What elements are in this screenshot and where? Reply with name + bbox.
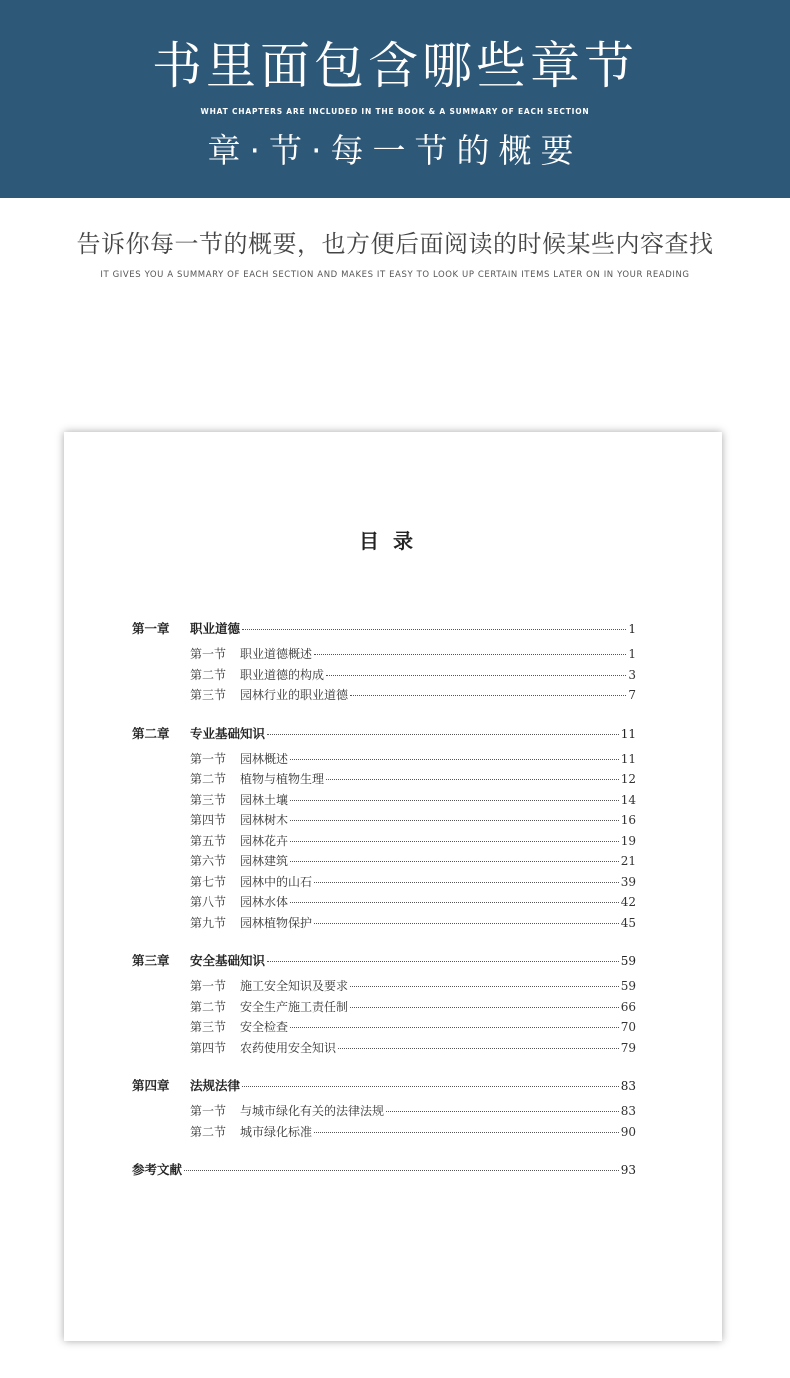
section-entry-title: 园林植物保护 (240, 915, 313, 930)
toc-list (132, 619, 636, 1186)
section-entry-title: 安全生产施工责任制 (240, 999, 349, 1014)
section-entry[interactable] (132, 750, 636, 771)
section-entry-page: 66 (620, 999, 636, 1014)
section-entry-page: 90 (620, 1124, 636, 1139)
chapter-entry-title: 职业道德 (190, 621, 241, 636)
section-entry-title: 职业道德的构成 (240, 667, 325, 682)
section-entry-title: 园林花卉 (240, 833, 289, 848)
leader-dots (267, 961, 619, 962)
leader-dots (350, 695, 626, 696)
section-entry-page: 19 (620, 833, 636, 848)
section-entry-title: 园林水体 (240, 895, 289, 909)
section-entry-page: 79 (620, 1040, 636, 1055)
section-entry-page: 12 (620, 772, 636, 786)
toc-page (64, 432, 722, 1341)
section-entry-label: 第二节 (190, 999, 227, 1014)
section-entry-label: 第四节 (190, 1040, 227, 1055)
references-entry-page: 93 (620, 1163, 636, 1177)
chapter-entry-page: 1 (628, 622, 636, 636)
section-entry-label: 第六节 (190, 854, 227, 868)
section-entry[interactable] (132, 873, 636, 894)
section-entry-page: 83 (620, 1104, 636, 1118)
section-entry-title: 植物与植物生理 (240, 772, 325, 786)
chapter-entry[interactable] (132, 619, 636, 645)
section-entry-page: 11 (620, 751, 636, 766)
section-entry-label: 第三节 (190, 688, 227, 702)
section-entry[interactable] (132, 977, 636, 998)
section-entry[interactable] (132, 1018, 636, 1039)
section-entry[interactable] (132, 791, 636, 812)
section-entry-title: 园林行业的职业道德 (240, 688, 349, 702)
leader-dots (290, 820, 619, 821)
section-entry-title: 园林树木 (240, 813, 289, 827)
chapter-entry-page: 83 (620, 1079, 636, 1093)
section-entry-title: 职业道德概述 (240, 647, 313, 661)
section-entry-label: 第四节 (190, 813, 227, 827)
section-entry-title: 施工安全知识及要求 (240, 979, 349, 993)
chapter-block (132, 1076, 636, 1143)
section-entry-page: 59 (620, 979, 636, 993)
leader-dots (338, 1048, 619, 1049)
intro-text: 告诉你每一节的概要，也方便后面阅读的时候某些内容查找 (76, 230, 714, 258)
chapter-entry-page: 11 (620, 726, 636, 741)
section-entry-title: 园林中的山石 (240, 874, 313, 889)
leader-dots (290, 841, 619, 842)
leader-dots (314, 654, 626, 655)
section-entry-label: 第一节 (190, 979, 227, 993)
chapter-entry-label: 第二章 (132, 725, 170, 741)
section-entry-page: 70 (620, 1020, 636, 1034)
section-entry[interactable] (132, 645, 636, 666)
references-entry-title: 参考文献 (132, 1162, 183, 1177)
leader-dots (386, 1111, 619, 1112)
section-entry[interactable] (132, 914, 636, 935)
leader-dots (314, 882, 619, 883)
section-entry[interactable] (132, 1102, 636, 1123)
leader-dots (314, 1132, 619, 1133)
section-entry-label: 第五节 (190, 833, 227, 848)
section-entry-title: 园林概述 (240, 751, 289, 766)
chapter-entry[interactable] (132, 1076, 636, 1102)
leader-dots (290, 902, 619, 903)
chapter-block (132, 619, 636, 707)
section-entry[interactable] (132, 686, 636, 707)
section-entry-title: 安全检查 (240, 1020, 289, 1034)
section-entry[interactable] (132, 893, 636, 914)
section-entry-label: 第二节 (190, 1124, 227, 1139)
leader-dots (290, 800, 619, 801)
leader-dots (326, 675, 626, 676)
chapter-entry-label: 第一章 (132, 621, 170, 636)
section-entry-title: 城市绿化标准 (240, 1124, 313, 1139)
section-entry[interactable] (132, 998, 636, 1019)
leader-dots (350, 986, 619, 987)
section-entry-label: 第九节 (190, 915, 227, 930)
leader-dots (350, 1007, 619, 1008)
chapter-entry[interactable] (132, 724, 636, 750)
references-entry[interactable] (132, 1160, 636, 1186)
section-entry-page: 42 (620, 895, 636, 909)
section-entry-page: 45 (620, 915, 636, 930)
chapter-entry-title: 专业基础知识 (190, 725, 266, 741)
section-entry-label: 第二节 (190, 667, 227, 682)
chapter-entry-page: 59 (620, 954, 636, 968)
section-entry-label: 第七节 (190, 874, 227, 889)
section-entry[interactable] (132, 1039, 636, 1060)
section-entry-page: 1 (628, 647, 636, 661)
leader-dots (326, 779, 619, 780)
section-entry[interactable] (132, 666, 636, 687)
toc-title: 目录 (359, 529, 427, 553)
leader-dots (290, 861, 619, 862)
section-entry-page: 7 (628, 688, 636, 702)
leader-dots (184, 1170, 619, 1171)
leader-dots (242, 1086, 619, 1087)
chapter-entry-label: 第四章 (132, 1078, 170, 1093)
leader-dots (242, 629, 626, 630)
chapter-block (132, 724, 636, 935)
section-entry-page: 3 (628, 667, 636, 682)
section-entry-page: 16 (620, 813, 636, 827)
header-banner (0, 0, 790, 198)
section-entry[interactable] (132, 770, 636, 791)
chapter-entry-title: 法规法律 (190, 1078, 241, 1093)
section-entry-page: 14 (620, 792, 636, 807)
chapter-entry-title: 安全基础知识 (190, 953, 266, 968)
section-entry[interactable] (132, 1123, 636, 1144)
chapter-entry-label: 第三章 (132, 953, 170, 968)
leader-dots (314, 923, 619, 924)
section-entry-label: 第一节 (190, 751, 227, 766)
section-entry-label: 第一节 (190, 647, 227, 661)
section-entry-title: 农药使用安全知识 (240, 1040, 337, 1055)
section-entry-title: 园林建筑 (240, 854, 289, 868)
intro-text-en: IT GIVES YOU A SUMMARY OF EACH SECTION AND MAKES IT EASY TO LOOK UP CERTAIN ITEMS LATER ON IN YOUR READING (100, 270, 690, 280)
section-entry[interactable] (132, 832, 636, 853)
section-entry-label: 第三节 (190, 1020, 227, 1034)
leader-dots (290, 1027, 619, 1028)
section-entry-label: 第二节 (190, 772, 227, 786)
leader-dots (267, 734, 619, 735)
section-entry-title: 与城市绿化有关的法律法规 (240, 1104, 385, 1118)
banner-title: 书里面包含哪些章节 (152, 37, 638, 95)
section-entry[interactable] (132, 852, 636, 873)
section-entry-title: 园林土壤 (240, 792, 289, 807)
banner-subtitle-en: WHAT CHAPTERS ARE INCLUDED IN THE BOOK & A SUMMARY OF EACH SECTION (200, 107, 590, 116)
banner-subtitle: 章·节·每一节的概要 (207, 131, 583, 170)
section-entry-label: 第八节 (190, 895, 227, 909)
section-entry-page: 39 (620, 874, 636, 889)
chapter-entry[interactable] (132, 951, 636, 977)
section-entry-page: 21 (620, 854, 636, 868)
chapter-block (132, 951, 636, 1059)
section-entry-label: 第三节 (190, 792, 227, 807)
section-entry-label: 第一节 (190, 1104, 227, 1118)
section-entry[interactable] (132, 811, 636, 832)
leader-dots (290, 759, 619, 760)
